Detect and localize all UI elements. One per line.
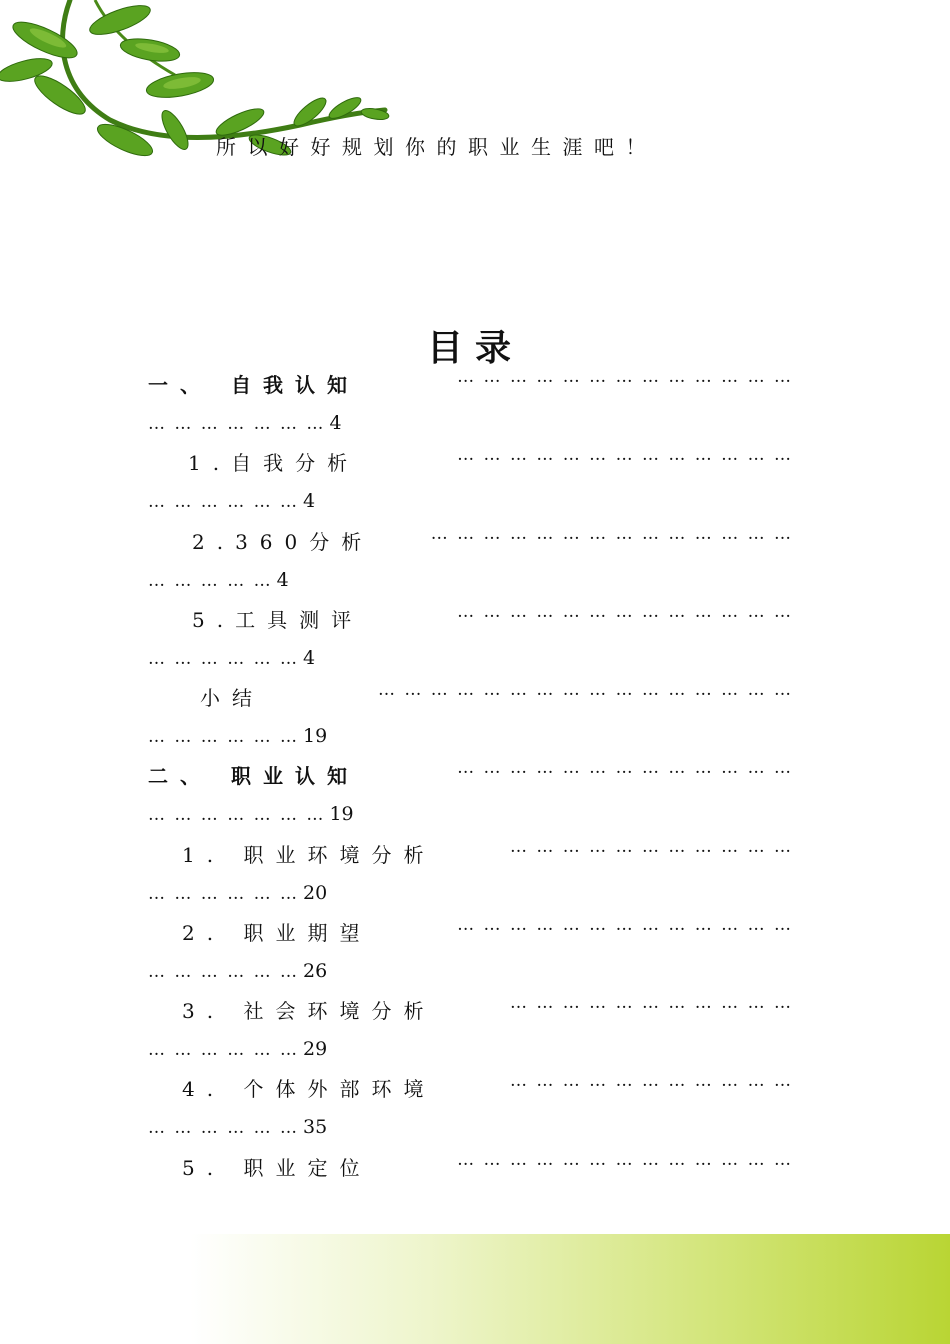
- dot-leader: … … … … … … … … … … … … …: [457, 758, 793, 779]
- dot-leader: … … … … … … … … … … … … … …: [430, 523, 793, 544]
- header-slogan: 所以好好规划你的职业生涯吧！: [216, 135, 657, 159]
- dot-leader: … … … … … …: [148, 727, 300, 747]
- dot-leader: … … … … … … …: [148, 414, 326, 434]
- toc-entry-label: 2.360分析: [192, 529, 374, 554]
- dot-leader: … … … … …: [148, 570, 273, 591]
- toc-entry-label: 3. 社会环境分析: [182, 999, 436, 1023]
- dot-leader: … … … … … … … … … … … … …: [457, 601, 793, 622]
- toc-entry-page: 26: [303, 959, 328, 982]
- toc-entry[interactable]: [148, 600, 793, 678]
- dot-leader: … … … … … …: [148, 492, 300, 513]
- dot-leader: … … … … … … … … … … … … …: [457, 367, 793, 387]
- toc-entry[interactable]: [148, 835, 793, 913]
- toc-entry-label: 1. 职业环境分析: [182, 842, 436, 867]
- toc-entry-label: 一、 自我认知: [148, 373, 359, 397]
- toc-entry-label: 5.工具测评: [192, 607, 364, 632]
- toc-entry-page: 19: [303, 725, 328, 747]
- dot-leader: … … … … … … … … … … … … …: [457, 1149, 793, 1170]
- dot-leader: … … … … … … … … … … …: [509, 836, 793, 857]
- dot-leader: … … … … … …: [148, 883, 300, 904]
- toc-entry-page: 4: [276, 568, 289, 591]
- dot-leader: … … … … … … … … … … … … … … … …: [377, 680, 793, 700]
- toc-entry-page: 19: [329, 803, 354, 826]
- toc-entry-page: 29: [303, 1038, 328, 1060]
- toc-entry-label: 4. 个体外部环境: [182, 1077, 436, 1102]
- toc-entry[interactable]: [148, 522, 793, 600]
- toc-entry-label: 二、 职业认知: [148, 764, 359, 789]
- dot-leader: … … … … … … …: [148, 805, 326, 826]
- dot-leader: … … … … … …: [148, 648, 300, 669]
- table-of-contents: [148, 365, 793, 1226]
- dot-leader: … … … … … …: [148, 1118, 300, 1139]
- dot-leader: … … … … … … … … … … … … …: [457, 445, 793, 466]
- toc-entry[interactable]: [148, 365, 793, 443]
- bottom-gradient-band: [0, 1234, 950, 1344]
- dot-leader: … … … … … … … … … … … … …: [457, 914, 793, 935]
- toc-entry[interactable]: [148, 913, 793, 991]
- dot-leader: … … … … … …: [148, 961, 300, 982]
- dot-leader: … … … … … … … … … … …: [509, 1071, 793, 1092]
- toc-entry-label: 小结: [200, 686, 264, 710]
- toc-title: 目录: [426, 328, 523, 369]
- dot-leader: … … … … … … … … … … …: [509, 993, 793, 1013]
- toc-entry-page: 4: [329, 412, 342, 434]
- toc-entry-page: 20: [303, 881, 328, 904]
- toc-entry[interactable]: [148, 1148, 793, 1226]
- toc-entry-page: 4: [303, 490, 316, 513]
- toc-entry-page: 4: [303, 646, 316, 669]
- toc-entry-label: 2. 职业期望: [182, 920, 372, 945]
- toc-entry[interactable]: [148, 678, 793, 756]
- toc-entry[interactable]: [148, 991, 793, 1069]
- toc-entry-label: 5. 职业定位: [182, 1155, 372, 1180]
- toc-entry[interactable]: [148, 1069, 793, 1147]
- toc-entry[interactable]: [148, 443, 793, 521]
- toc-entry-label: 1.自我分析: [188, 451, 360, 476]
- dot-leader: … … … … … …: [148, 1040, 300, 1060]
- toc-entry-page: 35: [303, 1116, 328, 1139]
- toc-entry[interactable]: [148, 756, 793, 834]
